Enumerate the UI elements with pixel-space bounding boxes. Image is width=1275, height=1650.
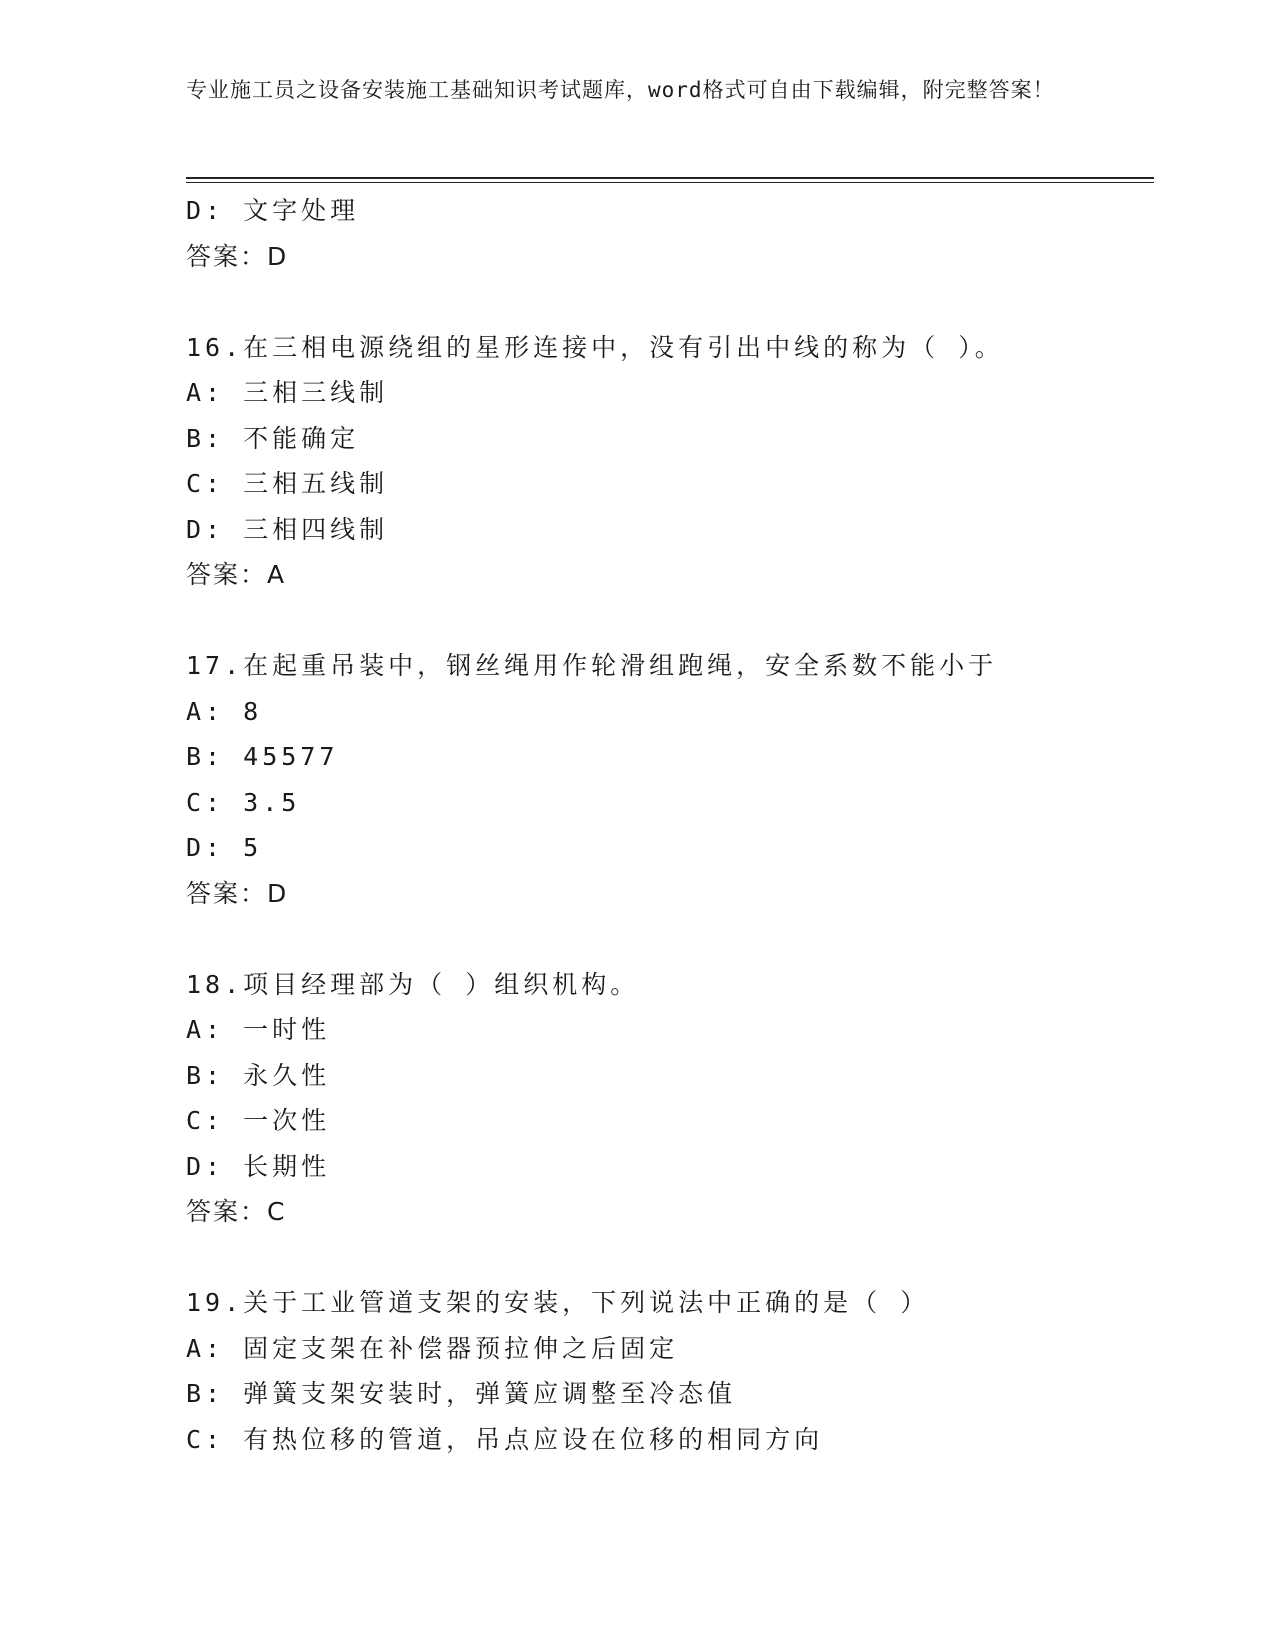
option-d: D: 三相四线制 bbox=[186, 514, 389, 544]
option-c: C: 三相五线制 bbox=[186, 469, 389, 498]
spacer bbox=[186, 916, 1146, 962]
question-stem: 16.在三相电源绕组的星形连接中，没有引出中线的称为（ ）。 bbox=[186, 332, 1004, 362]
option-b: B: 不能确定 bbox=[186, 423, 360, 453]
question-list bbox=[186, 188, 1146, 1462]
option-a: A: 一时性 bbox=[186, 1015, 331, 1044]
option-a: A: 固定支架在补偿器预拉伸之后固定 bbox=[186, 1333, 679, 1363]
option-b: B: 弹簧支架安装时，弹簧应调整至冷态值 bbox=[186, 1379, 737, 1408]
option-c: C: 一次性 bbox=[186, 1106, 331, 1135]
header-divider-thick bbox=[186, 177, 1154, 179]
option-a: A: 8 bbox=[186, 696, 263, 726]
answer-line: 答案：D bbox=[186, 241, 289, 271]
option-d: D: 长期性 bbox=[186, 1151, 331, 1181]
question-17 bbox=[186, 643, 1146, 916]
option-d: D: 文字处理 bbox=[186, 196, 360, 225]
spacer bbox=[186, 279, 1146, 325]
option-c: C: 有热位移的管道，吊点应设在位移的相同方向 bbox=[186, 1424, 824, 1454]
question-stem: 18.项目经理部为（ ）组织机构。 bbox=[186, 969, 640, 999]
option-b: B: 45577 bbox=[186, 742, 339, 771]
option-b: B: 永久性 bbox=[186, 1060, 331, 1090]
answer-line: 答案：C bbox=[186, 1197, 287, 1226]
option-c: C: 3.5 bbox=[186, 787, 301, 817]
question-18 bbox=[186, 962, 1146, 1235]
spacer bbox=[186, 1235, 1146, 1281]
question-stem: 19.关于工业管道支架的安装，下列说法中正确的是（ ） bbox=[186, 1288, 930, 1317]
spacer bbox=[186, 598, 1146, 644]
document-header: 专业施工员之设备安装施工基础知识考试题库，word格式可自由下载编辑，附完整答案！ bbox=[186, 78, 1055, 102]
header-divider-thin bbox=[186, 182, 1154, 183]
option-a: A: 三相三线制 bbox=[186, 378, 389, 407]
option-d: D: 5 bbox=[186, 833, 263, 862]
question-19 bbox=[186, 1280, 1146, 1462]
answer-line: 答案：A bbox=[186, 560, 287, 589]
question-stem: 17.在起重吊装中，钢丝绳用作轮滑组跑绳，安全系数不能小于 bbox=[186, 651, 998, 680]
question-16 bbox=[186, 325, 1146, 598]
answer-line: 答案：D bbox=[186, 878, 289, 908]
